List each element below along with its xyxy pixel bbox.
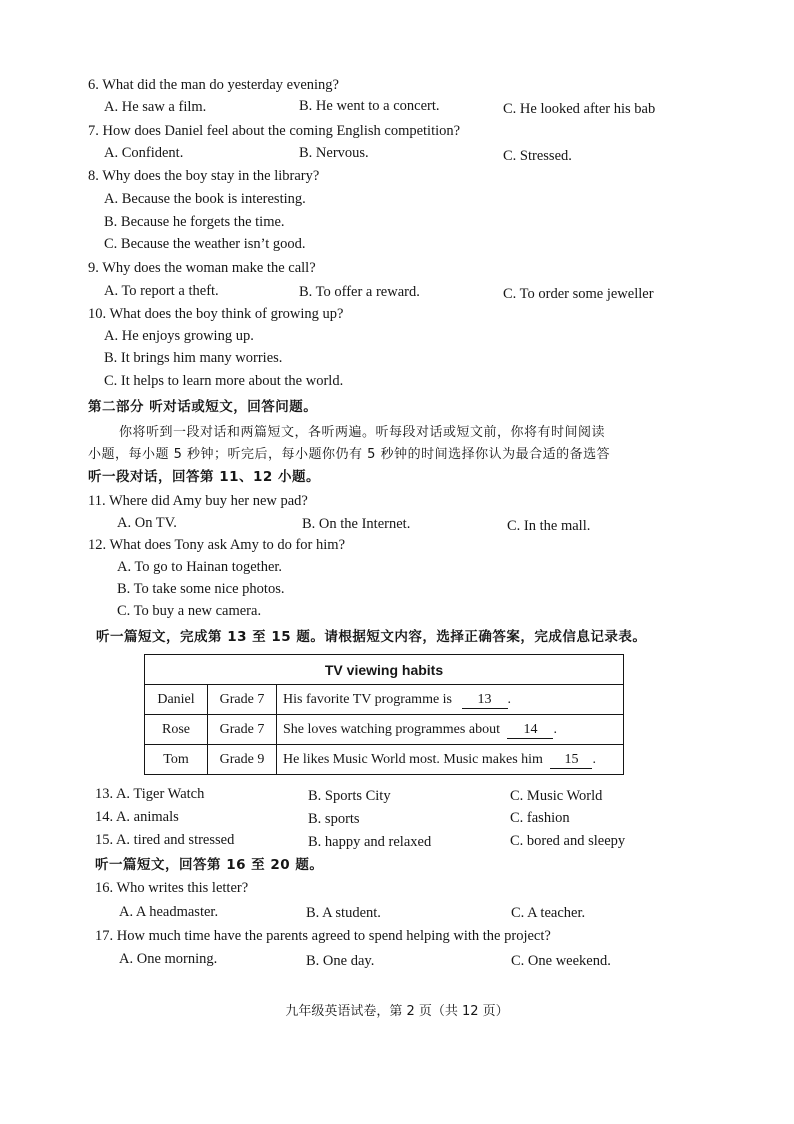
q9-option-c: C. To order some jeweller <box>503 286 654 302</box>
habit-end: . <box>507 691 512 707</box>
q11-stem: 11. Where did Amy buy her new pad? <box>88 493 308 509</box>
q16-stem: 16. Who writes this letter? <box>95 880 249 896</box>
section-c-heading: 听一篇短文，回答第 16 至 20 题。 <box>95 857 324 873</box>
habit-end: . <box>592 751 596 767</box>
q14-option-b: B. sports <box>308 811 360 827</box>
habit-cell <box>277 715 624 745</box>
q6-stem: 6. What did the man do yesterday evening? <box>88 77 339 93</box>
table-title-row <box>145 655 624 685</box>
q17-option-c: C. One weekend. <box>511 953 611 969</box>
q10-option-b: B. It brings him many worries. <box>104 350 283 366</box>
q14-option-a: 14. A. animals <box>95 809 179 825</box>
habit-text: She loves watching programmes about <box>283 721 500 737</box>
q6-option-c: C. He looked after his bab <box>503 101 656 117</box>
habit-text: He likes Music World most. Music makes him <box>283 751 543 767</box>
q13-option-b: B. Sports City <box>308 788 391 804</box>
q13-option-a: 13. A. Tiger Watch <box>95 786 205 802</box>
q10-stem: 10. What does the boy think of growing up? <box>88 306 344 322</box>
q8-option-a: A. Because the book is interesting. <box>104 191 306 207</box>
q9-stem: 9. Why does the woman make the call? <box>88 260 316 276</box>
q11-option-b: B. On the Internet. <box>302 516 411 532</box>
q12-option-b: B. To take some nice photos. <box>117 581 285 597</box>
tv-habits-table <box>144 654 624 775</box>
q6-option-b: B. He went to a concert. <box>299 98 440 114</box>
q15-option-c: C. bored and sleepy <box>510 833 626 849</box>
table-title: TV viewing habits <box>145 655 624 685</box>
student-name: Tom <box>145 745 208 775</box>
q11-option-a: A. On TV. <box>117 515 177 531</box>
section-b-heading: 听一篇短文，完成第 13 至 15 题。请根据短文内容，选择正确答案，完成信息记录表。 <box>96 629 647 645</box>
q9-option-b: B. To offer a reward. <box>299 284 420 300</box>
page-footer: 九年级英语试卷，第 2 页（共 12 页） <box>285 1004 509 1019</box>
table-row <box>145 745 624 775</box>
q12-option-c: C. To buy a new camera. <box>117 603 262 619</box>
student-grade: Grade 7 <box>208 685 277 715</box>
q15-option-a: 15. A. tired and stressed <box>95 832 235 848</box>
student-name: Daniel <box>145 685 208 715</box>
answer-blank-15: 15 <box>550 751 592 769</box>
q8-stem: 8. Why does the boy stay in the library? <box>88 168 320 184</box>
q14-option-c: C. fashion <box>510 810 570 826</box>
q17-option-b: B. One day. <box>306 953 375 969</box>
q7-option-c: C. Stressed. <box>503 148 572 164</box>
part2-instruction-line2: 小题，每小题 5 秒钟；听完后，每小题你仍有 5 秒钟的时间选择你认为最合适的备选答 <box>88 447 611 462</box>
q17-option-a: A. One morning. <box>119 951 218 967</box>
section-a-heading: 听一段对话，回答第 11、12 小题。 <box>88 469 320 485</box>
table-row <box>145 715 624 745</box>
q13-option-c: C. Music World <box>510 788 603 804</box>
q12-stem: 12. What does Tony ask Amy to do for him? <box>88 537 346 553</box>
q10-option-c: C. It helps to learn more about the world. <box>104 373 344 389</box>
q16-option-c: C. A teacher. <box>511 905 586 921</box>
answer-blank-14: 14 <box>507 721 553 739</box>
q16-option-a: A. A headmaster. <box>119 904 219 920</box>
habit-cell <box>277 745 624 775</box>
q15-option-b: B. happy and relaxed <box>308 834 432 850</box>
q11-option-c: C. In the mall. <box>507 518 591 534</box>
student-name: Rose <box>145 715 208 745</box>
q17-stem: 17. How much time have the parents agreed to spend helping with the project? <box>95 928 551 944</box>
q10-option-a: A. He enjoys growing up. <box>104 328 254 344</box>
q9-option-a: A. To report a theft. <box>104 283 219 299</box>
q8-option-b: B. Because he forgets the time. <box>104 214 285 230</box>
q7-option-b: B. Nervous. <box>299 145 369 161</box>
q7-option-a: A. Confident. <box>104 145 184 161</box>
habit-cell <box>277 685 624 715</box>
q8-option-c: C. Because the weather isn’t good. <box>104 236 306 252</box>
part2-heading: 第二部分 听对话或短文，回答问题。 <box>88 399 318 415</box>
student-grade: Grade 7 <box>208 715 277 745</box>
answer-blank-13: 13 <box>462 691 508 709</box>
part2-instruction-line1: 你将听到一段对话和两篇短文，各听两遍。听每段对话或短文前，你将有时间阅读 <box>119 425 606 440</box>
table-row <box>145 685 624 715</box>
q6-option-a: A. He saw a film. <box>104 99 207 115</box>
q16-option-b: B. A student. <box>306 905 381 921</box>
student-grade: Grade 9 <box>208 745 277 775</box>
q12-option-a: A. To go to Hainan together. <box>117 559 283 575</box>
q7-stem: 7. How does Daniel feel about the coming English competition? <box>88 123 461 139</box>
habit-end: . <box>553 721 557 737</box>
habit-text: His favorite TV programme is <box>283 691 453 707</box>
